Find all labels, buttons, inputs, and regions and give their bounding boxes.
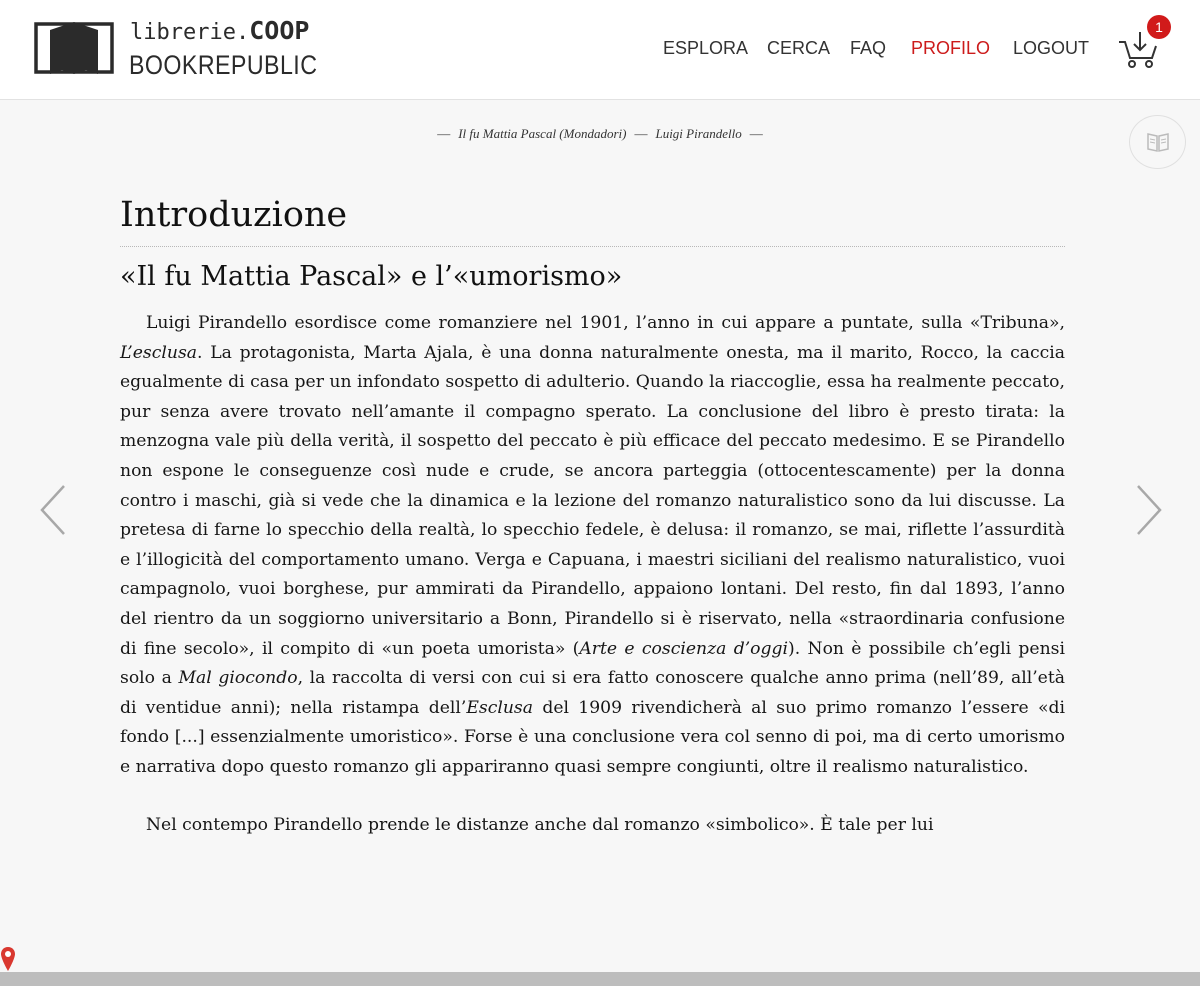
logo-librerie-coop[interactable] — [130, 16, 309, 45]
reading-progress-bar[interactable] — [0, 972, 1200, 986]
book-logo-icon[interactable] — [34, 20, 114, 76]
text-run: Luigi Pirandello esordisce come romanziere nel 1901, l’anno in cui appare a puntate, sulla «Tribuna», — [146, 313, 1065, 333]
nav-faq[interactable]: FAQ — [850, 38, 887, 58]
toc-button[interactable] — [1129, 115, 1186, 169]
title-run: Mal giocondo — [178, 668, 298, 689]
nav-logout[interactable]: LOGOUT — [1013, 38, 1090, 58]
breadcrumb — [0, 126, 1200, 142]
logo-brand: COOP — [249, 16, 310, 45]
title-run: L’esclusa — [120, 342, 198, 363]
toc-book-icon — [1146, 131, 1170, 153]
breadcrumb-author: Luigi Pirandello — [655, 126, 742, 141]
breadcrumb-dash: — — [437, 126, 451, 141]
breadcrumb-dash: — — [749, 126, 763, 141]
chapter-title: Introduzione — [120, 190, 1065, 247]
nav-cerca[interactable]: CERCA — [767, 38, 831, 58]
cart-count-badge: 1 — [1147, 15, 1171, 39]
breadcrumb-book: Il fu Mattia Pascal (Mondadori) — [458, 126, 627, 141]
title-run: Arte e coscienza d’oggi — [579, 638, 789, 659]
nav-esplora[interactable]: ESPLORA — [663, 38, 749, 58]
text-run: ). Non è possibile ch’egli pensi solo a — [120, 638, 1065, 689]
reader-content — [120, 190, 1065, 840]
top-bar — [0, 0, 1200, 100]
paragraph: Nel contempo Pirandello prende le distanze anche dal romanzo «simbolico». È tale per lui — [146, 814, 934, 835]
location-pin-icon[interactable] — [0, 946, 16, 972]
breadcrumb-dash: — — [634, 126, 648, 141]
chevron-left-icon[interactable] — [36, 480, 76, 540]
text-run: del 1909 rivendicherà al suo primo romanzo l’essere «di fondo [...] essenzialmente umoristico». Forse è una conclusione vera col senno di poi, ma di certo umorismo e narrativa dopo questo romanzo gli appariranno quasi sempre congiunti, oltre il realismo naturalistico. — [120, 697, 1065, 777]
section-title: «Il fu Mattia Pascal» e l’«umorismo» — [120, 261, 623, 292]
chevron-right-icon[interactable] — [1128, 480, 1168, 540]
title-run: Esclusa — [466, 697, 534, 718]
nav-profilo[interactable]: PROFILO — [911, 38, 991, 58]
logo-bookrepublic[interactable]: BOOKREPUBLIC — [129, 50, 318, 80]
text-run: , la raccolta di versi con cui si era fatto conoscere qualche anno prima (nell’89, all’età di ventidue anni); nella ristampa dell’ — [120, 668, 1066, 718]
logo-prefix: librerie. — [130, 20, 250, 45]
paragraph — [120, 309, 1065, 783]
text-run: . La protagonista, Marta Ajala, è una donna naturalmente onesta, ma il marito, Rocco, la caccia egualmente di casa per un infondato sospetto di adulterio. Quando la riaccoglie, essa ha realmente peccato, pur senza avere trovato nell’amante il compagno sperato. La conclusione del libro è presto tirata: la menzogna vale più della verità, il sospetto del peccato è più efficace del peccato medesimo. E se Pirandello non espone le conseguenze così nude e crude, se ancora parteggia (ottocentescamente) per la donna contro i maschi, già si vede che la dinamica e la lezione del romanzo naturalistico sono da lui discusse. La pretesa di farne lo specchio della realtà, lo specchio fedele, è delusa: il romanzo, se mai, riflette l’assurdità e l’illogicità del comportamento umano. Verga e Capuana, i maestri siciliani del realismo naturalistico, vuoi campagnolo, vuoi borghese, pur ammirati da Pirandello, appaiono lontani. Del resto, fin dal 1893, l’anno del rientro da un soggiorno universitario a Bonn, Pirandello si è riservato, nella «straordinaria confusione di fine secolo», il compito di «un poeta umorista» ( — [120, 342, 1065, 659]
